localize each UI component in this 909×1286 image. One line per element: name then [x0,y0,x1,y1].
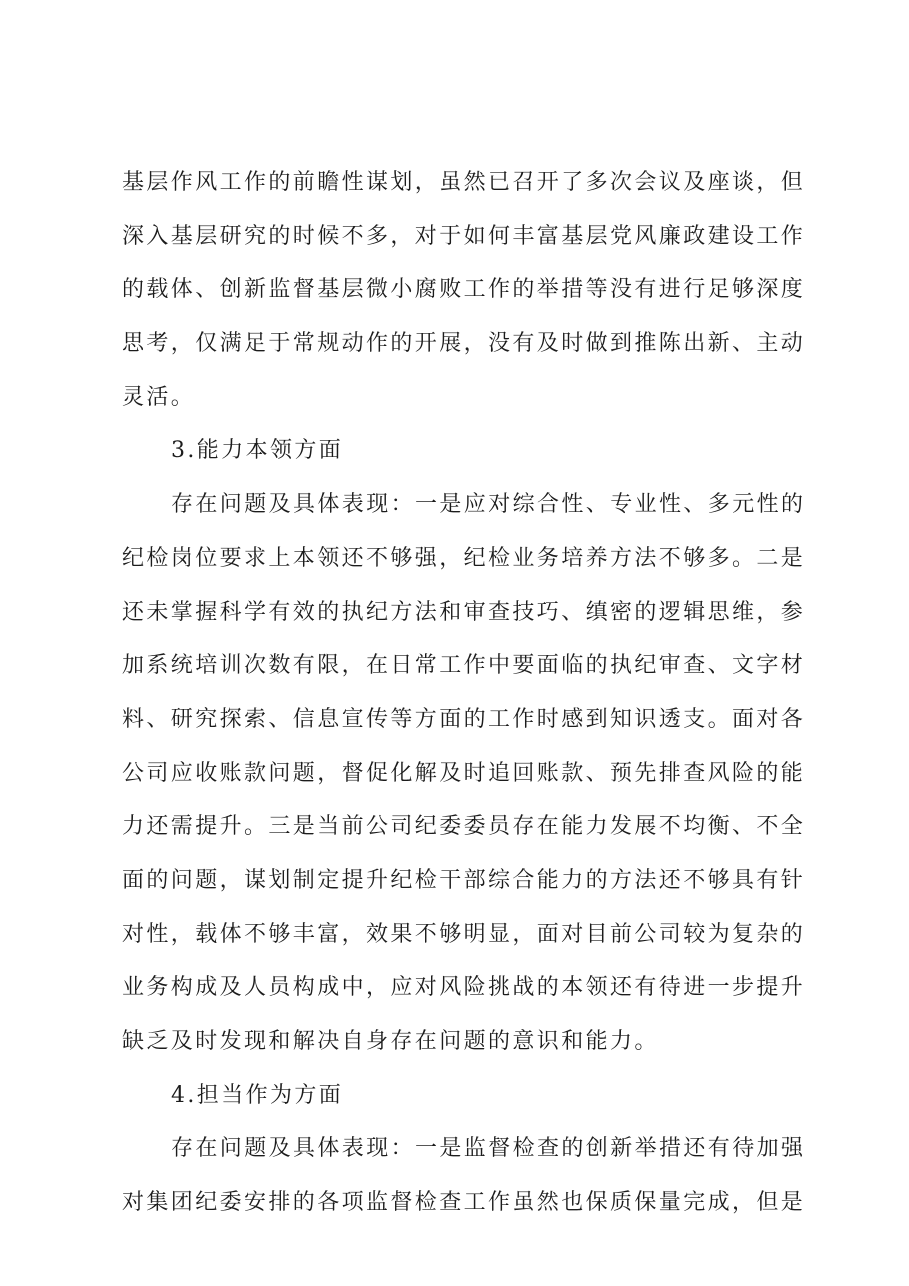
section-ability [122,424,822,1068]
paragraph-line: 面的问题，谋划制定提升纪检干部综合能力的方法还不够具有针 [122,867,806,893]
paragraph-line: 料、研究探索、信息宣传等方面的工作时感到知识透支。面对各 [122,706,806,732]
paragraph-line: 存在问题及具体表现：一是应对综合性、专业性、多元性的 [171,492,806,518]
paragraph-line: 存在问题及具体表现：一是监督检查的创新举措还有待加强 [171,1136,806,1162]
paragraph-line: 对性，载体不够丰富，效果不够明显，面对目前公司较为复杂的 [122,921,806,947]
paragraph-line: 的载体、创新监督基层微小腐败工作的举措等没有进行足够深度 [122,277,806,303]
paragraph-line: 灵活。 [122,384,196,410]
document-body [122,156,822,1230]
section-heading: 3.能力本领方面 [171,438,344,464]
paragraph-line: 思考，仅满足于常规动作的开展，没有及时做到推陈出新、主动 [122,331,806,357]
paragraph-line: 加系统培训次数有限，在日常工作中要面临的执纪审查、文字材 [122,653,806,679]
section-responsibility [122,1069,822,1230]
paragraph-line: 缺乏及时发现和解决自身存在问题的意识和能力。 [122,1029,659,1054]
paragraph-line: 纪检岗位要求上本领还不够强，纪检业务培养方法不够多。二是 [122,545,806,571]
section-heading: 4.担当作为方面 [171,1082,344,1108]
paragraph-line: 深入基层研究的时候不多，对于如何丰富基层党风廉政建设工作 [122,223,806,249]
paragraph-line: 业务构成及人员构成中，应对风险挑战的本领还有待进一步提升 [122,975,806,1001]
paragraph-line: 对集团纪委安排的各项监督检查工作虽然也保质保量完成，但是 [122,1190,806,1216]
paragraph-line: 基层作风工作的前瞻性谋划，虽然已召开了多次会议及座谈，但 [122,170,806,195]
paragraph-line: 公司应收账款问题，督促化解及时追回账款、预先排查风险的能 [122,760,806,786]
paragraph-line: 力还需提升。三是当前公司纪委委员存在能力发展不均衡、不全 [122,814,806,840]
continuation-paragraph [122,156,822,424]
paragraph-line: 还未掌握科学有效的执纪方法和审查技巧、缜密的逻辑思维，参 [122,599,806,625]
